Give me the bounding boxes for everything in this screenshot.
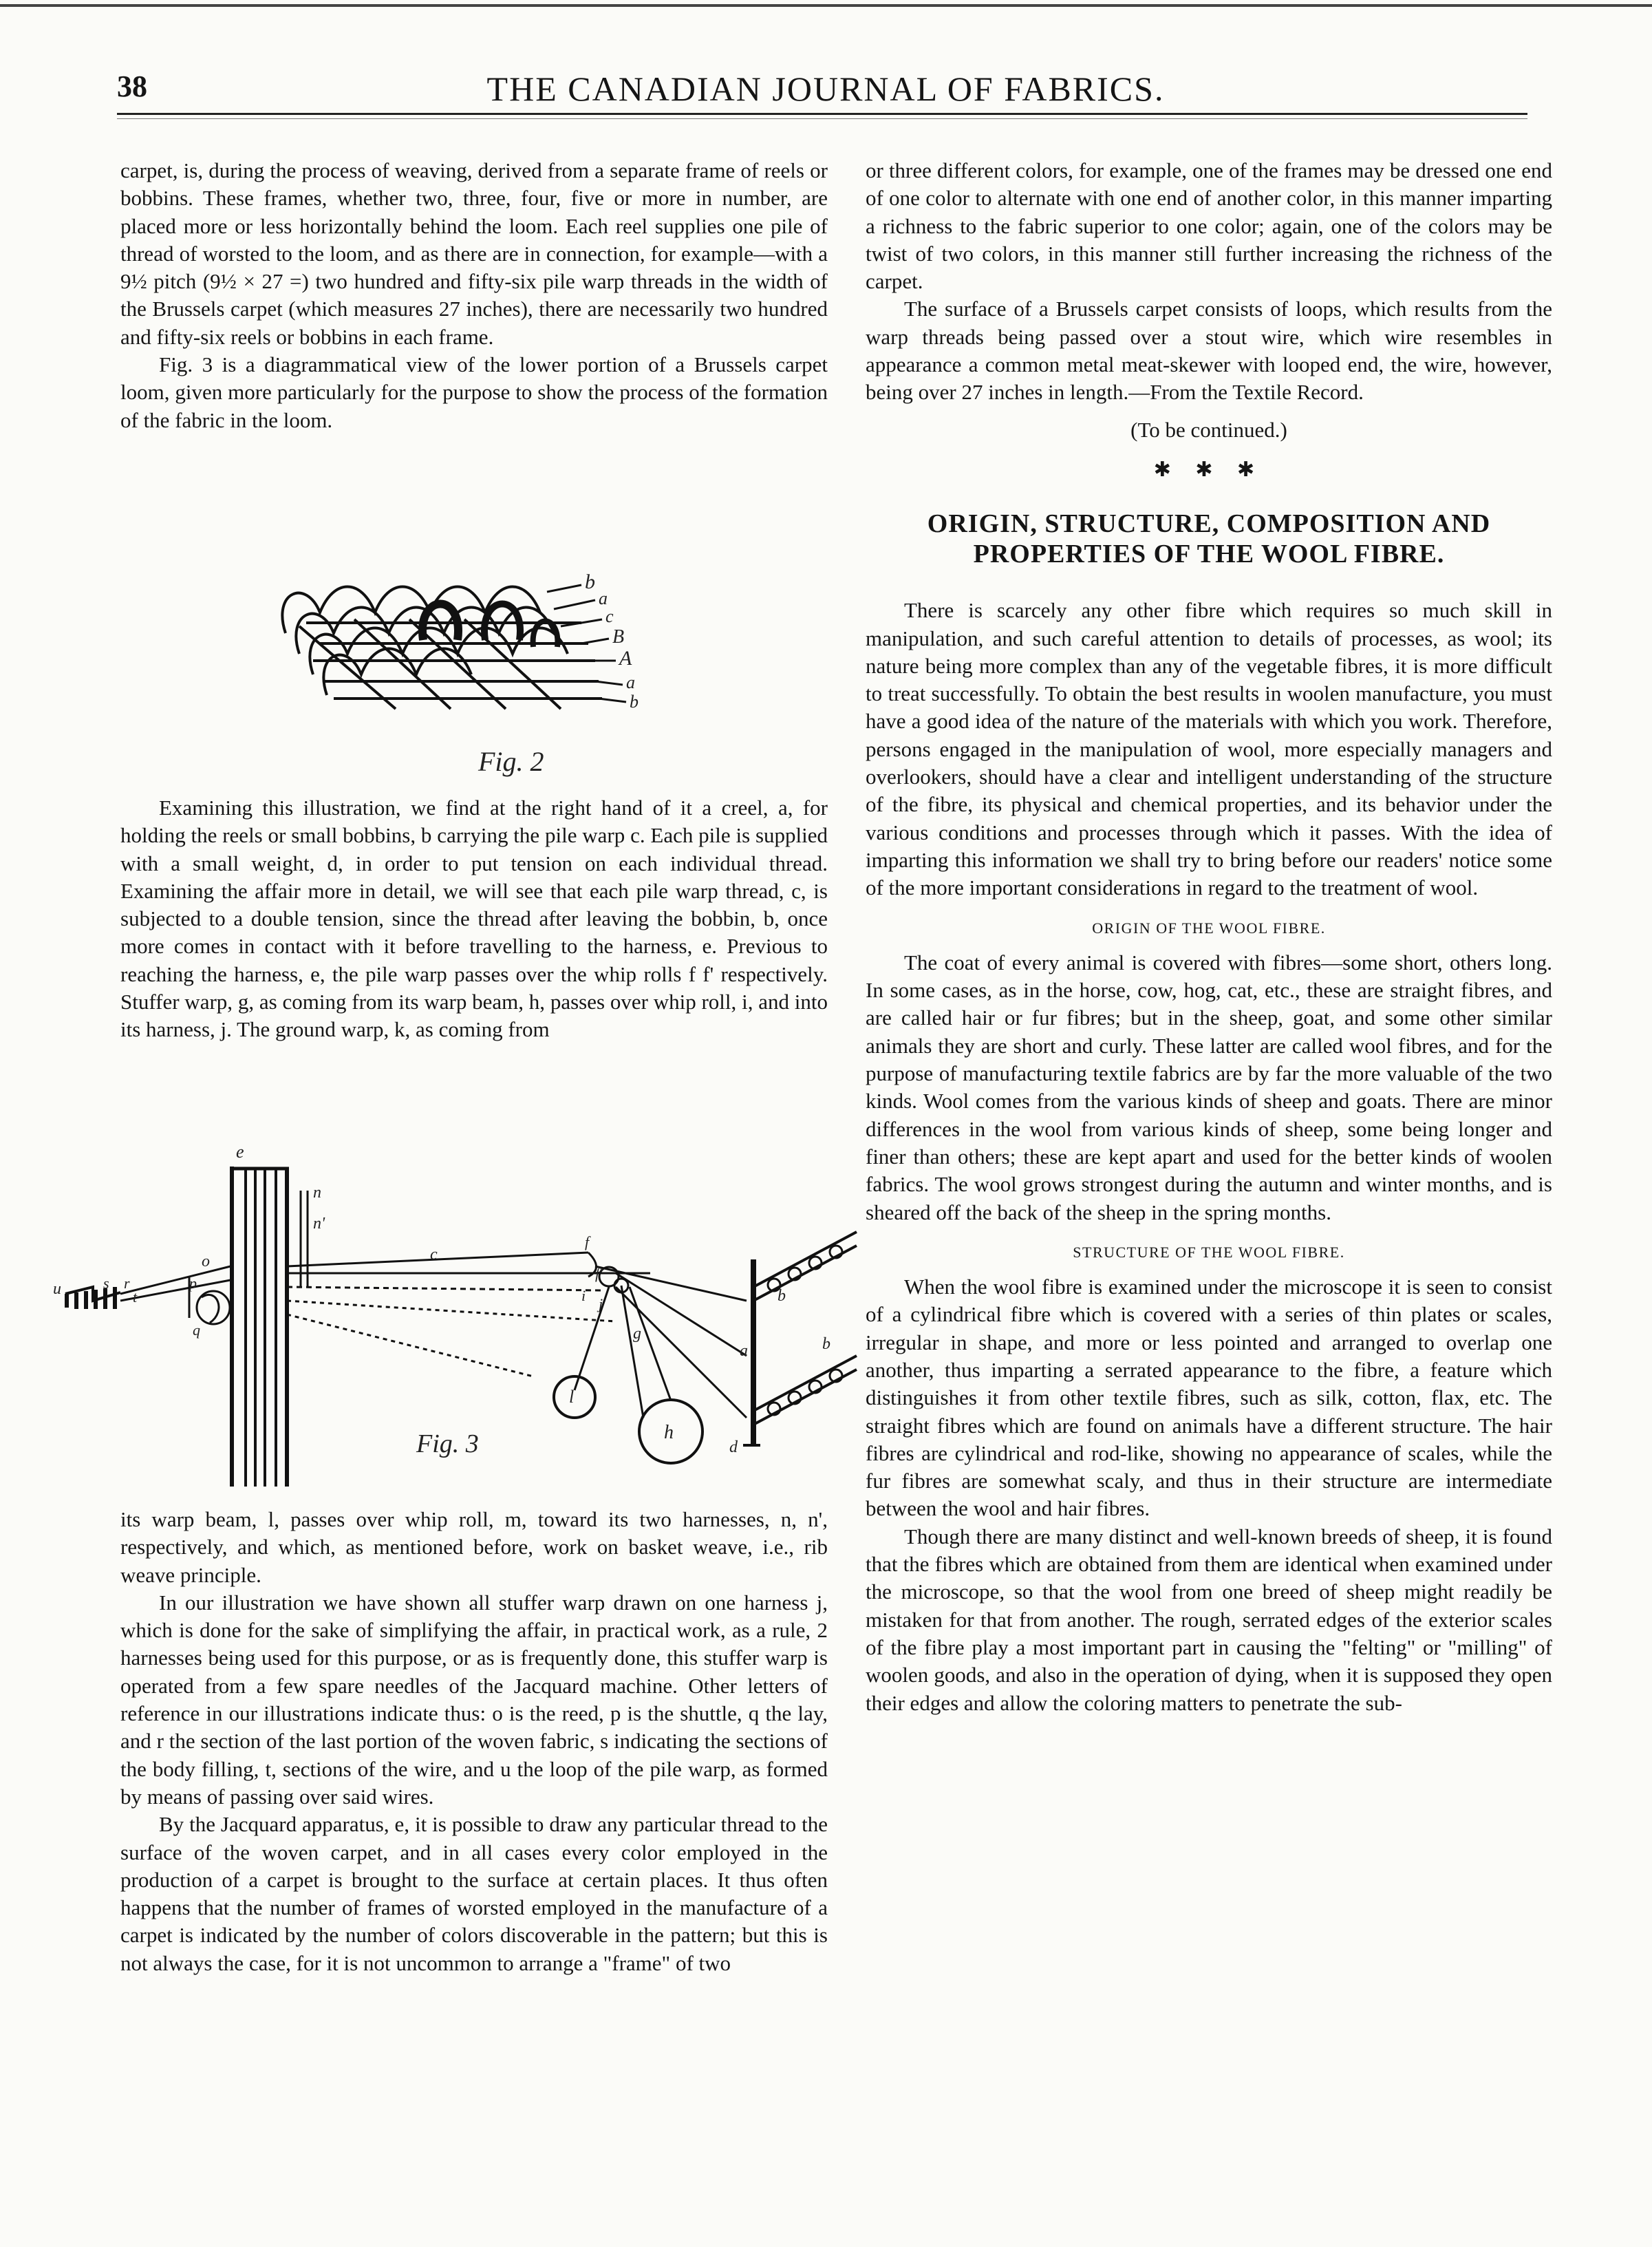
figure-2-weave-diagram xyxy=(258,551,671,785)
left-paragraph-4: its warp beam, l, passes over whip roll, m, toward its two harnesses, n, n', respectively, and which, as mentioned before, work on basket weave, i.e., rib weave principle. xyxy=(120,1507,828,1587)
fig2-label-c: c xyxy=(605,606,614,626)
fig3-label-a: a xyxy=(740,1342,748,1360)
fig3-label-f: f xyxy=(585,1233,590,1250)
left-paragraph-2: Fig. 3 is a diagrammatical view of the lower portion of a Brussels carpet loom, given more particularly for the purpose to show the process of the formation of the fabric in the loom. xyxy=(120,352,828,432)
fig2-label-a-bottom: a xyxy=(626,672,635,692)
subheading-structure: STRUCTURE OF THE WOOL FIBRE. xyxy=(1073,1243,1345,1261)
left-paragraph-5: In our illustration we have shown all stuffer warp drawn on one harness j, which is done for the sake of simplifying the affair, in practical work, as a rule, 2 harnesses being used for this purpose, or as is frequently done, this stuffer warp is operated from a few spare needles of the Jacquard machine. Other letters of reference in our illustrations indicate thus: o is the reed, p is the shuttle, q the lay, and r the section of the last portion of the woven fabric, s indicating the sections of the body filling, t, sections of the wire, and u the loop of the pile warp, as formed by means of passing over said wires. xyxy=(120,1590,828,1809)
fig3-label-u: u xyxy=(53,1280,61,1298)
journal-title: THE CANADIAN JOURNAL OF FABRICS. xyxy=(486,70,1165,108)
fig3-label-g: g xyxy=(633,1325,641,1343)
fig2-label-B: B xyxy=(612,626,625,648)
header-rule-thin xyxy=(117,118,1527,119)
left-column-bottom xyxy=(120,1506,828,1977)
right-paragraph-4: The coat of every animal is covered with fibres—some short, others long. In some cases, as in the horse, cow, hog, cat, etc., these are straight fibres, and are called hair or fur fibres; but in the sheep, goat, and some other similar animals they are short and curly. These latter are called wool fibres, and for the purpose of manufacturing textile fabrics are by far the more valuable of the two kinds. Wool comes from the various kinds of sheep and goats. There are minor differences in the wool from various kinds of sheep, some being longer and finer than others; these are kept apart and used for the better kinds of woolen fabrics. The wool grows strongest during the autumn and winter months, and is sheared off the back of the sheep in the spring months. xyxy=(866,950,1552,1224)
left-paragraph-6: By the Jacquard apparatus, e, it is possible to draw any particular thread to the surface of the woven carpet, and in all cases every color employed in the production of a carpet is brought to the surface at certain places. It thus often happens that the number of frames of worsted employed in the manufacture of a carpet is indicated by the number of colors discoverable in the pattern; but this is not always the case, for it is not uncommon to arrange a "frame" of two xyxy=(120,1812,828,1975)
left-paragraph-1: carpet, is, during the process of weaving, derived from a separate frame of reels or bobbins. These frames, whether two, three, four, five or more in number, are placed more or less horizontally behind the loom. Each reel supplies one pile of thread of worsted to the loom, and as there are in connection, for example—with a 9½ pitch (9½ × 27 =) two hundred and fifty-six pile warp threads in the width of the Brussels carpet (which measures 27 inches), there are necessarily two hundred and fifty-six reels or bobbins in each frame. xyxy=(120,158,828,349)
fig2-caption: Fig. 2 xyxy=(478,746,544,777)
fig3-label-b-lower: b xyxy=(822,1335,830,1353)
fig3-label-c-left: c xyxy=(430,1246,438,1264)
fig3-label-h: h xyxy=(664,1422,674,1443)
left-paragraph-3: Examining this illustration, we find at the right hand of it a creel, a, for holding the reels or small bobbins, b carrying the pile warp c. Each pile is supplied with a small weight, d, in order to put tension on each individual thread. Examining the affair more in detail, we will see that each pile warp thread, c, is subjected to a double tension, since the thread after leaving the bobbin, b, once more comes in contact with it before travelling to the harness, e. Previous to reaching the harness, e, the pile warp passes over the whip rolls f f' respectively. Stuffer warp, g, as coming from its warp beam, h, passes over whip roll, i, and into its harness, j. The ground warp, k, as coming from xyxy=(120,796,828,1042)
fig3-label-r: r xyxy=(124,1275,130,1292)
fig2-label-b-bottom: b xyxy=(630,692,639,712)
fig3-label-n: n xyxy=(313,1184,321,1202)
header-rule xyxy=(117,113,1527,115)
article-title: ORIGIN, STRUCTURE, COMPOSITION AND PROPERTIES OF THE WOOL FIBRE. xyxy=(927,509,1491,569)
fig3-label-l: l xyxy=(569,1387,575,1407)
fig3-label-q: q xyxy=(193,1321,200,1339)
fig3-label-o: o xyxy=(202,1253,210,1270)
figure-3-loom-diagram xyxy=(52,1129,863,1500)
fig2-label-A: A xyxy=(619,647,632,670)
right-paragraph-1: or three different colors, for example, one of the frames may be dressed one end of one color to alternate with one end of another color, in this manner imparting a richness to the fabric superior to one color; again, one of the colors may be twist of two colors, in this manner still further increasing the richness of the carpet. xyxy=(866,158,1552,294)
page-number: 38 xyxy=(117,70,147,103)
page-header xyxy=(117,69,1534,110)
fig3-caption: Fig. 3 xyxy=(416,1429,479,1458)
left-column-middle xyxy=(120,794,828,1044)
right-paragraph-3: There is scarcely any other fibre which requires so much skill in manipulation, and such careful attention to details of processes, as wool; its nature being more complex than any of the vegetable fibres, it is more difficult to treat successfully. To obtain the best results in woolen manufacture, you must have a good idea of the nature of the materials with which you work. Therefore, persons engaged in the manipulation of wool, more especially managers and overlookers, should have a clear and intelligent understanding of the structure of the fibre, its physical and chemical properties, and its behavior under the various conditions and processes through which it passes. With the idea of imparting this information we shall try to bring before our readers' notice some of the more important considerations in regard to the treatment of wool. xyxy=(866,598,1552,900)
fig3-label-j: j xyxy=(599,1295,603,1312)
fig2-label-b-top: b xyxy=(585,571,595,593)
to-be-continued: (To be continued.) xyxy=(1130,417,1287,442)
fig2-label-a-top: a xyxy=(599,588,608,608)
fig3-label-s: s xyxy=(103,1275,109,1292)
right-column xyxy=(866,157,1552,1717)
left-column-top xyxy=(120,157,828,434)
top-border xyxy=(0,4,1652,7)
right-paragraph-2: The surface of a Brussels carpet consists of loops, which results from the warp threads being passed over a stout wire, which wire resembles in appearance a common metal meat-skewer with looped end, the wire, however, being over 27 inches in length.—From the Textile Record. xyxy=(866,297,1552,405)
fig3-label-b-upper: b xyxy=(777,1287,786,1305)
section-ornament: ✱ ✱ ✱ xyxy=(1153,458,1265,481)
fig3-label-i: i xyxy=(581,1287,586,1304)
right-paragraph-6: Though there are many distinct and well-known breeds of sheep, it is found that the fibres which are obtained from them are identical when examined under the microscope, so that the wool from one breed of sheep might readily be mistaken for that from another. The rough, serrated edges of the exterior scales of the fibre play a most important part in causing the "felting" or "milling" of woolen goods, and also in the operation of dying, when it is supposed they open their edges and allow the coloring matters to penetrate the sub- xyxy=(866,1524,1552,1715)
fig3-label-p: p xyxy=(189,1275,197,1292)
fig3-label-n-prime: n' xyxy=(313,1215,325,1233)
fig3-label-e: e xyxy=(236,1142,244,1162)
fig3-label-t: t xyxy=(133,1288,138,1306)
fig3-label-d: d xyxy=(729,1438,738,1456)
fig3-label-f-prime: f' xyxy=(595,1265,603,1282)
right-paragraph-5: When the wool fibre is examined under the microscope it is seen to consist of a cylindrical fibre which is covered with a series of thin plates or scales, irregular in shape, and more or less pointed and arranged to overlap one another, thus imparting a serrated appearance to the fibre, a feature which distinguishes it from other textile fibres, such as silk, cotton, flax, etc. The straight fibres which are found on animals have a different structure. The hair fibres are cylindrical and rod-like, showing no appearance of scales, while the fur fibres are somewhat scaly, and thus in their structure are intermediate between the wool and hair fibres. xyxy=(866,1275,1552,1521)
subheading-origin: ORIGIN OF THE WOOL FIBRE. xyxy=(1092,919,1326,937)
